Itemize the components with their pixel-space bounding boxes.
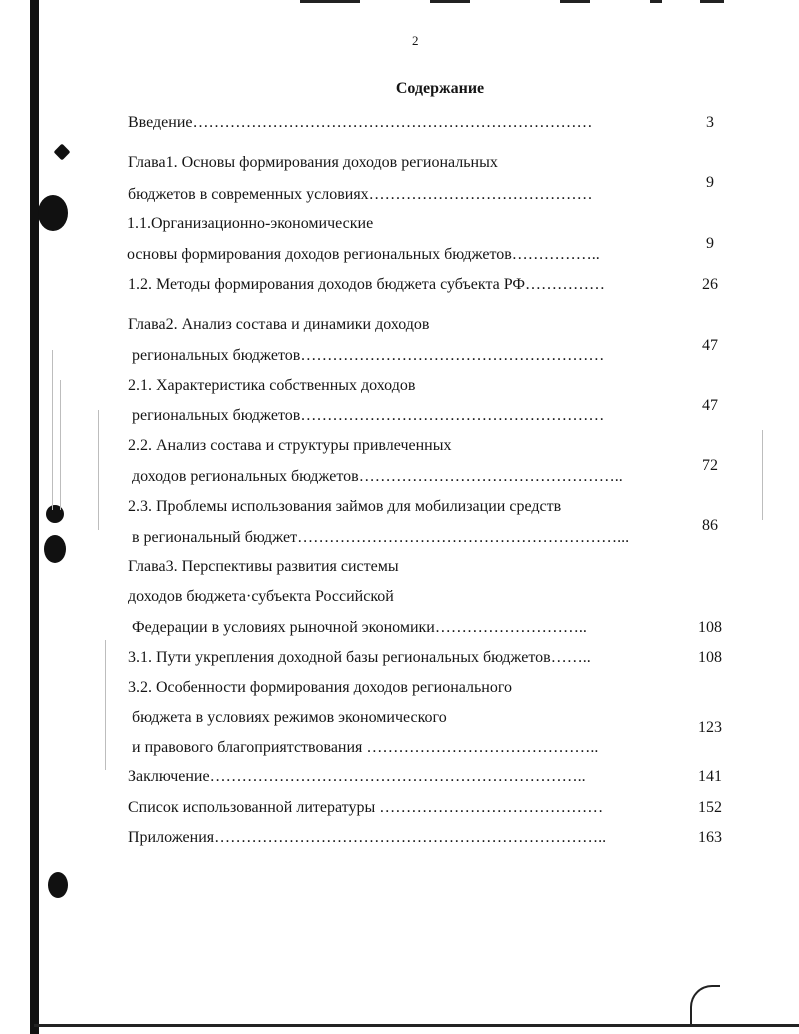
toc-page-references: 152 [698, 799, 722, 816]
toc-entry-section-3-1: 3.1. Пути укрепления доходной базы региональных бюджетов…….. [128, 649, 591, 666]
scan-noise [105, 640, 106, 770]
scan-corner-mark [690, 985, 720, 1027]
scan-noise [762, 430, 763, 520]
toc-entry-chapter-2-line-1: Глава2. Анализ состава и динамики доходов [128, 316, 430, 333]
toc-entry-section-2-2-line-2: доходов региональных бюджетов………………………………………….. [132, 468, 623, 485]
punch-mark [46, 505, 64, 523]
scan-top-mark [560, 0, 590, 3]
toc-entry-section-2-1-line-1: 2.1. Характеристика собственных доходов [128, 377, 416, 394]
toc-page-conclusion: 141 [698, 768, 722, 785]
toc-entry-introduction: Введение………………………………………………………………… [128, 114, 593, 131]
toc-entry-section-3-2-line-3: и правового благоприятствования …………………………………….. [132, 739, 599, 756]
punch-hole [44, 535, 66, 563]
toc-entry-section-1-1-line-2: основы формирования доходов региональных бюджетов…………….. [127, 246, 600, 263]
toc-entry-chapter-3-line-2: доходов бюджета·субъекта Российской [128, 588, 394, 605]
toc-entry-section-2-2-line-1: 2.2. Анализ состава и структуры привлеченных [128, 437, 452, 454]
toc-entry-chapter-3-line-1: Глава3. Перспективы развития системы [128, 558, 399, 575]
toc-entry-section-2-3-line-2: в региональный бюджет……………………………………………………... [132, 529, 630, 546]
scan-top-mark [700, 0, 724, 3]
scan-noise [60, 380, 61, 510]
toc-entry-chapter-1-line-1: Глава1. Основы формирования доходов региональных [128, 154, 498, 171]
toc-page-section-2-3: 86 [702, 517, 718, 534]
toc-page-chapter-2: 47 [702, 337, 718, 354]
scan-noise [52, 350, 53, 510]
toc-entry-section-3-2-line-1: 3.2. Особенности формирования доходов регионального [128, 679, 513, 696]
toc-page-section-1-2: 26 [702, 276, 718, 293]
toc-entry-section-1-1-line-1: 1.1.Организационно-экономические [127, 215, 374, 232]
toc-entry-chapter-2-line-2: региональных бюджетов………………………………………………… [132, 347, 605, 364]
toc-page-chapter-3: 108 [698, 619, 722, 636]
punch-hole [48, 872, 68, 898]
toc-heading: Содержание [395, 80, 485, 97]
page-number: 2 [412, 33, 419, 48]
toc-entry-section-2-1-line-2: региональных бюджетов………………………………………………… [132, 407, 605, 424]
scan-top-mark [650, 0, 662, 3]
toc-page-section-2-2: 72 [702, 457, 718, 474]
toc-entry-section-1-2: 1.2. Методы формирования доходов бюджета субъекта РФ…………… [128, 276, 606, 293]
toc-page-section-1-1: 9 [706, 235, 714, 252]
toc-entry-section-3-2-line-2: бюджета в условиях режимов экономического [132, 709, 447, 726]
punch-hole [38, 195, 68, 231]
punch-mark [54, 144, 71, 161]
toc-entry-appendix: Приложения……………………………………………………………….. [128, 829, 607, 846]
scan-edge-bar [30, 0, 39, 1034]
toc-page-appendix: 163 [698, 829, 722, 846]
scan-noise [98, 410, 99, 530]
toc-entry-references: Список использованной литературы …………………………………… [128, 799, 604, 816]
scan-top-mark [300, 0, 360, 3]
toc-entry-section-2-3-line-1: 2.3. Проблемы использования займов для мобилизации средств [128, 498, 562, 515]
toc-entry-chapter-3-line-3: Федерации в условиях рыночной экономики……………………….. [132, 619, 587, 636]
scan-bottom-line [34, 1024, 799, 1027]
toc-page-section-2-1: 47 [702, 397, 718, 414]
toc-page-introduction: 3 [706, 114, 714, 131]
toc-page-chapter-1: 9 [706, 174, 714, 191]
toc-entry-conclusion: Заключение…………………………………………………………….. [128, 768, 586, 785]
toc-page-section-3-2: 123 [698, 719, 722, 736]
toc-page-section-3-1: 108 [698, 649, 722, 666]
toc-entry-chapter-1-line-2: бюджетов в современных условиях…………………………………… [128, 186, 593, 203]
scan-top-mark [430, 0, 470, 3]
